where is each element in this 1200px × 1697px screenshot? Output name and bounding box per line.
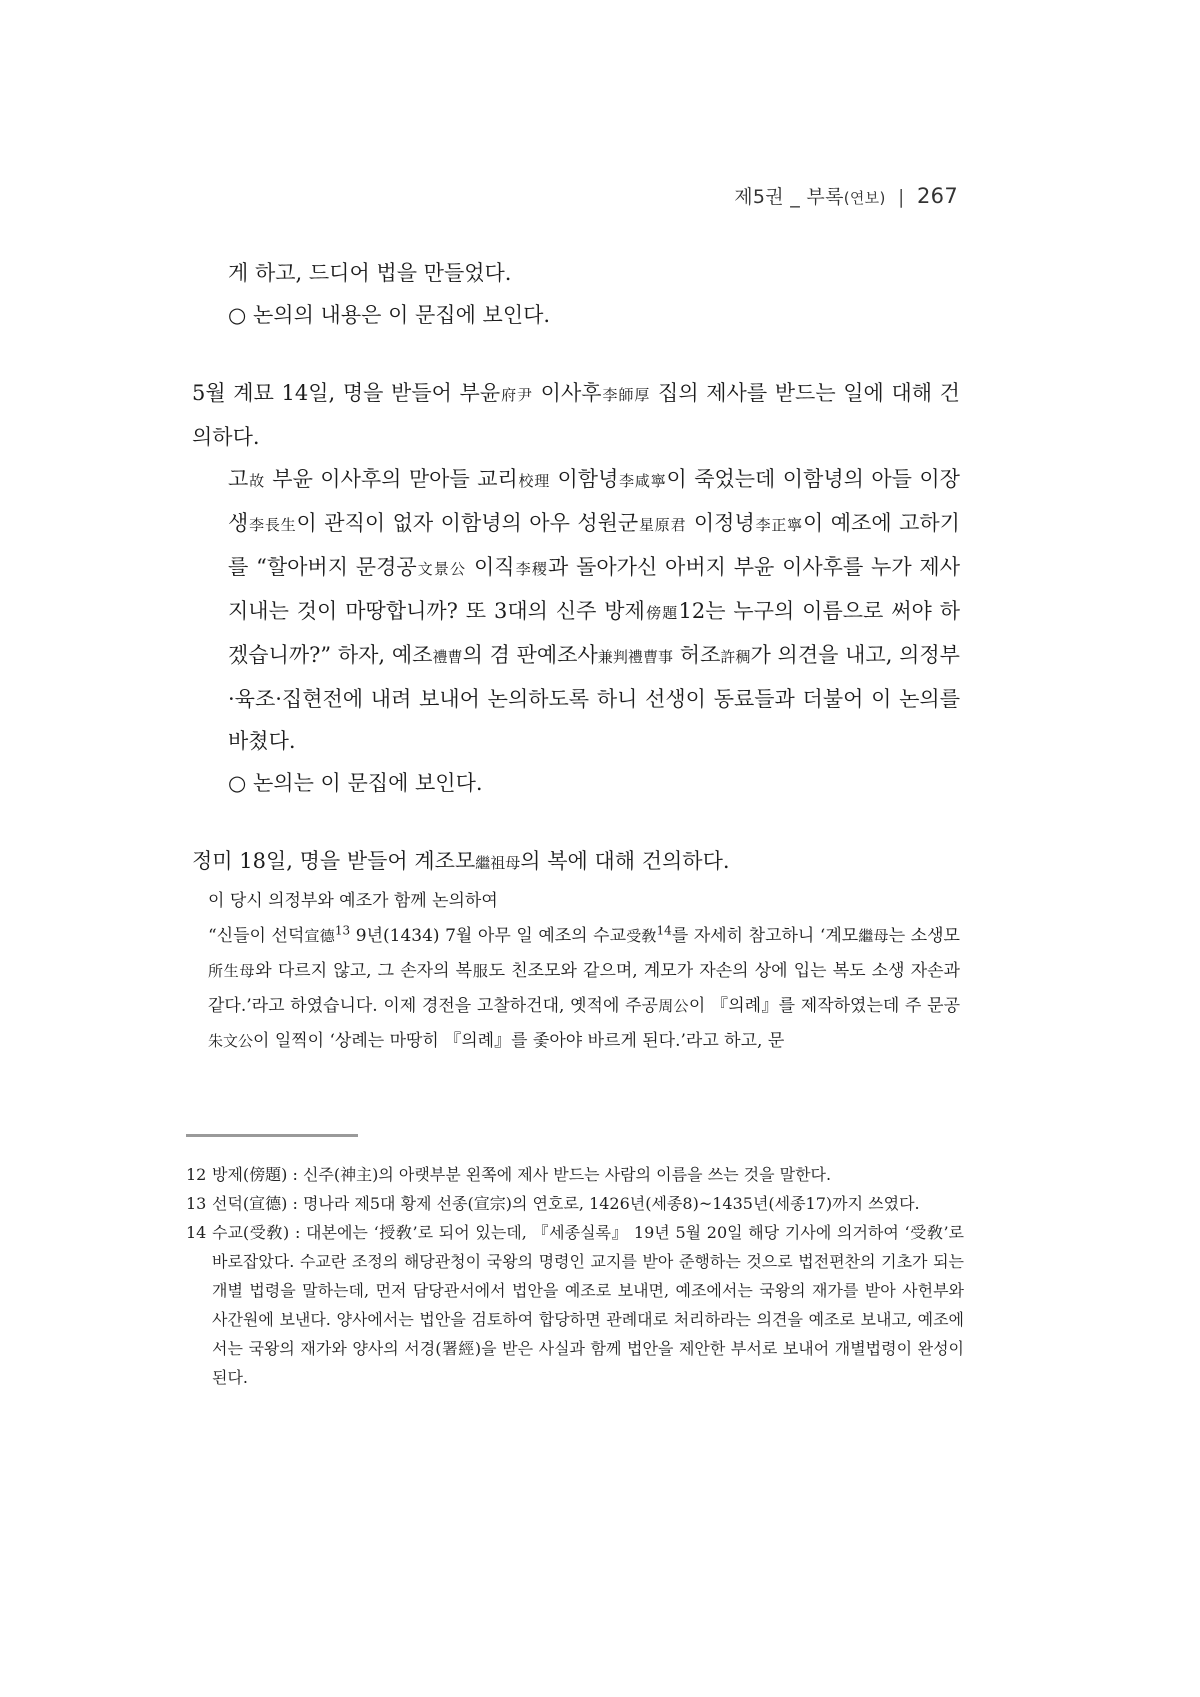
paragraph-continuation: 게 하고, 드디어 법을 만들었다. (228, 261, 512, 285)
main-body (192, 252, 961, 1059)
footnote-number: 14 (186, 1223, 207, 1242)
spacer (208, 336, 960, 372)
entry-context: 이 당시 의정부와 예조가 함께 논의하여 (208, 891, 498, 911)
page-number: 267 (917, 184, 958, 208)
footnote-text: 선덕(宣德) : 명나라 제5대 황제 선종(宣宗)의 연호로, 1426년(세종8)~1435년(세종17)까지 쓰였다. (212, 1194, 920, 1213)
spacer (208, 804, 960, 840)
entry-heading-18: 정미 18일, 명을 받들어 계조모繼祖母의 복에 대해 건의하다. (192, 849, 730, 873)
entry-may-14 (192, 372, 960, 458)
entry-quote: “신들이 선덕宣德$^{13}$ 9년(1434) 7월 아무 일 예조의 수교受敎$^{14}$를 자세히 참고하니 ‘계모繼母는 소생모所生母와 다르지 않고, 그 손자의 복服도 친조모와 같으며, 계모가 자손의 상에 입는 복도 소생 자손과 같다.’라고 하였습니다. 이제 경전을 고찰하건대, 옛적에 주공周公이 『의례』를 제작하였는데 주 문공朱文公이 일찍이 ‘상례는 마땅히 『의례』를 좇아야 바르게 된다.’라고 하고, 문 (208, 923, 960, 1051)
footnotes (186, 1160, 964, 1392)
note-discussion-content: ○ 논의의 내용은 이 문집에 보인다. (228, 303, 551, 327)
footnote-number: 12 (186, 1165, 207, 1184)
entry-body-may-14: 고故 부윤 이사후의 맏아들 교리校理 이함녕李咸寧이 죽었는데 이함녕의 아들 이장생李長生이 관직이 없자 이함녕의 아우 성원군星原君 이정녕李正寧이 예조에 고하기를 “할아버지 문경공文景公 이직李稷과 돌아가신 아버지 부윤 이사후를 누가 제사 지내는 것이 마땅합니까? 또 3대의 신주 방제傍題12는 누구의 이름으로 써야 하겠습니까?” 하자, 예조禮曹의 겸 판예조사兼判禮曹事 허조許稠가 의견을 내고, 의정부·육조·집현전에 내려 보내어 논의하도록 하니 선생이 동료들과 더불어 이 논의를 바쳤다. (228, 467, 961, 753)
footnote-13 (186, 1189, 964, 1218)
note-discussion: ○ 논의는 이 문집에 보인다. (228, 771, 483, 795)
footnote-number: 13 (186, 1194, 207, 1213)
header-divider: | (897, 186, 905, 208)
footnote-text: 방제(傍題) : 신주(神主)의 아랫부분 왼쪽에 제사 받드는 사람의 이름을 쓰는 것을 말한다. (212, 1165, 832, 1184)
header-volume: 제5권 (734, 186, 784, 208)
footnote-divider (186, 1134, 358, 1137)
entry-heading-may-14: 5월 계묘 14일, 명을 받들어 부윤府尹 이사후李師厚 집의 제사를 받드는 일에 대해 건의하다. (192, 381, 960, 449)
footnote-14 (186, 1218, 964, 1392)
entry-18 (192, 840, 960, 884)
footnote-12 (186, 1160, 964, 1189)
footnote-text: 수교(受敎) : 대본에는 ‘授敎’로 되어 있는데, 『세종실록』 19년 5월 20일 해당 기사에 의거하여 ‘受敎’로 바로잡았다. 수교란 조정의 해당관청이 국왕의 명령인 교지를 받아 준행하는 것으로 법전편찬의 기초가 되는 개별 법령을 말하는데, 먼저 담당관서에서 법안을 예조로 보내면, 예조에서는 국왕의 재가를 받아 사헌부와 사간원에 보낸다. 양사에서는 법안을 검토하여 합당하면 관례대로 처리하라는 의견을 예조로 보내고, 예조에서는 국왕의 재가와 양사의 서경(署經)을 받은 사실과 함께 법안을 제안한 부서로 보내어 개별법령이 완성이 된다. (212, 1223, 964, 1387)
header-section-sub: (연보) (843, 189, 886, 207)
header-section: 부록 (806, 186, 844, 208)
running-header (734, 182, 958, 209)
header-separator: _ (790, 186, 801, 208)
